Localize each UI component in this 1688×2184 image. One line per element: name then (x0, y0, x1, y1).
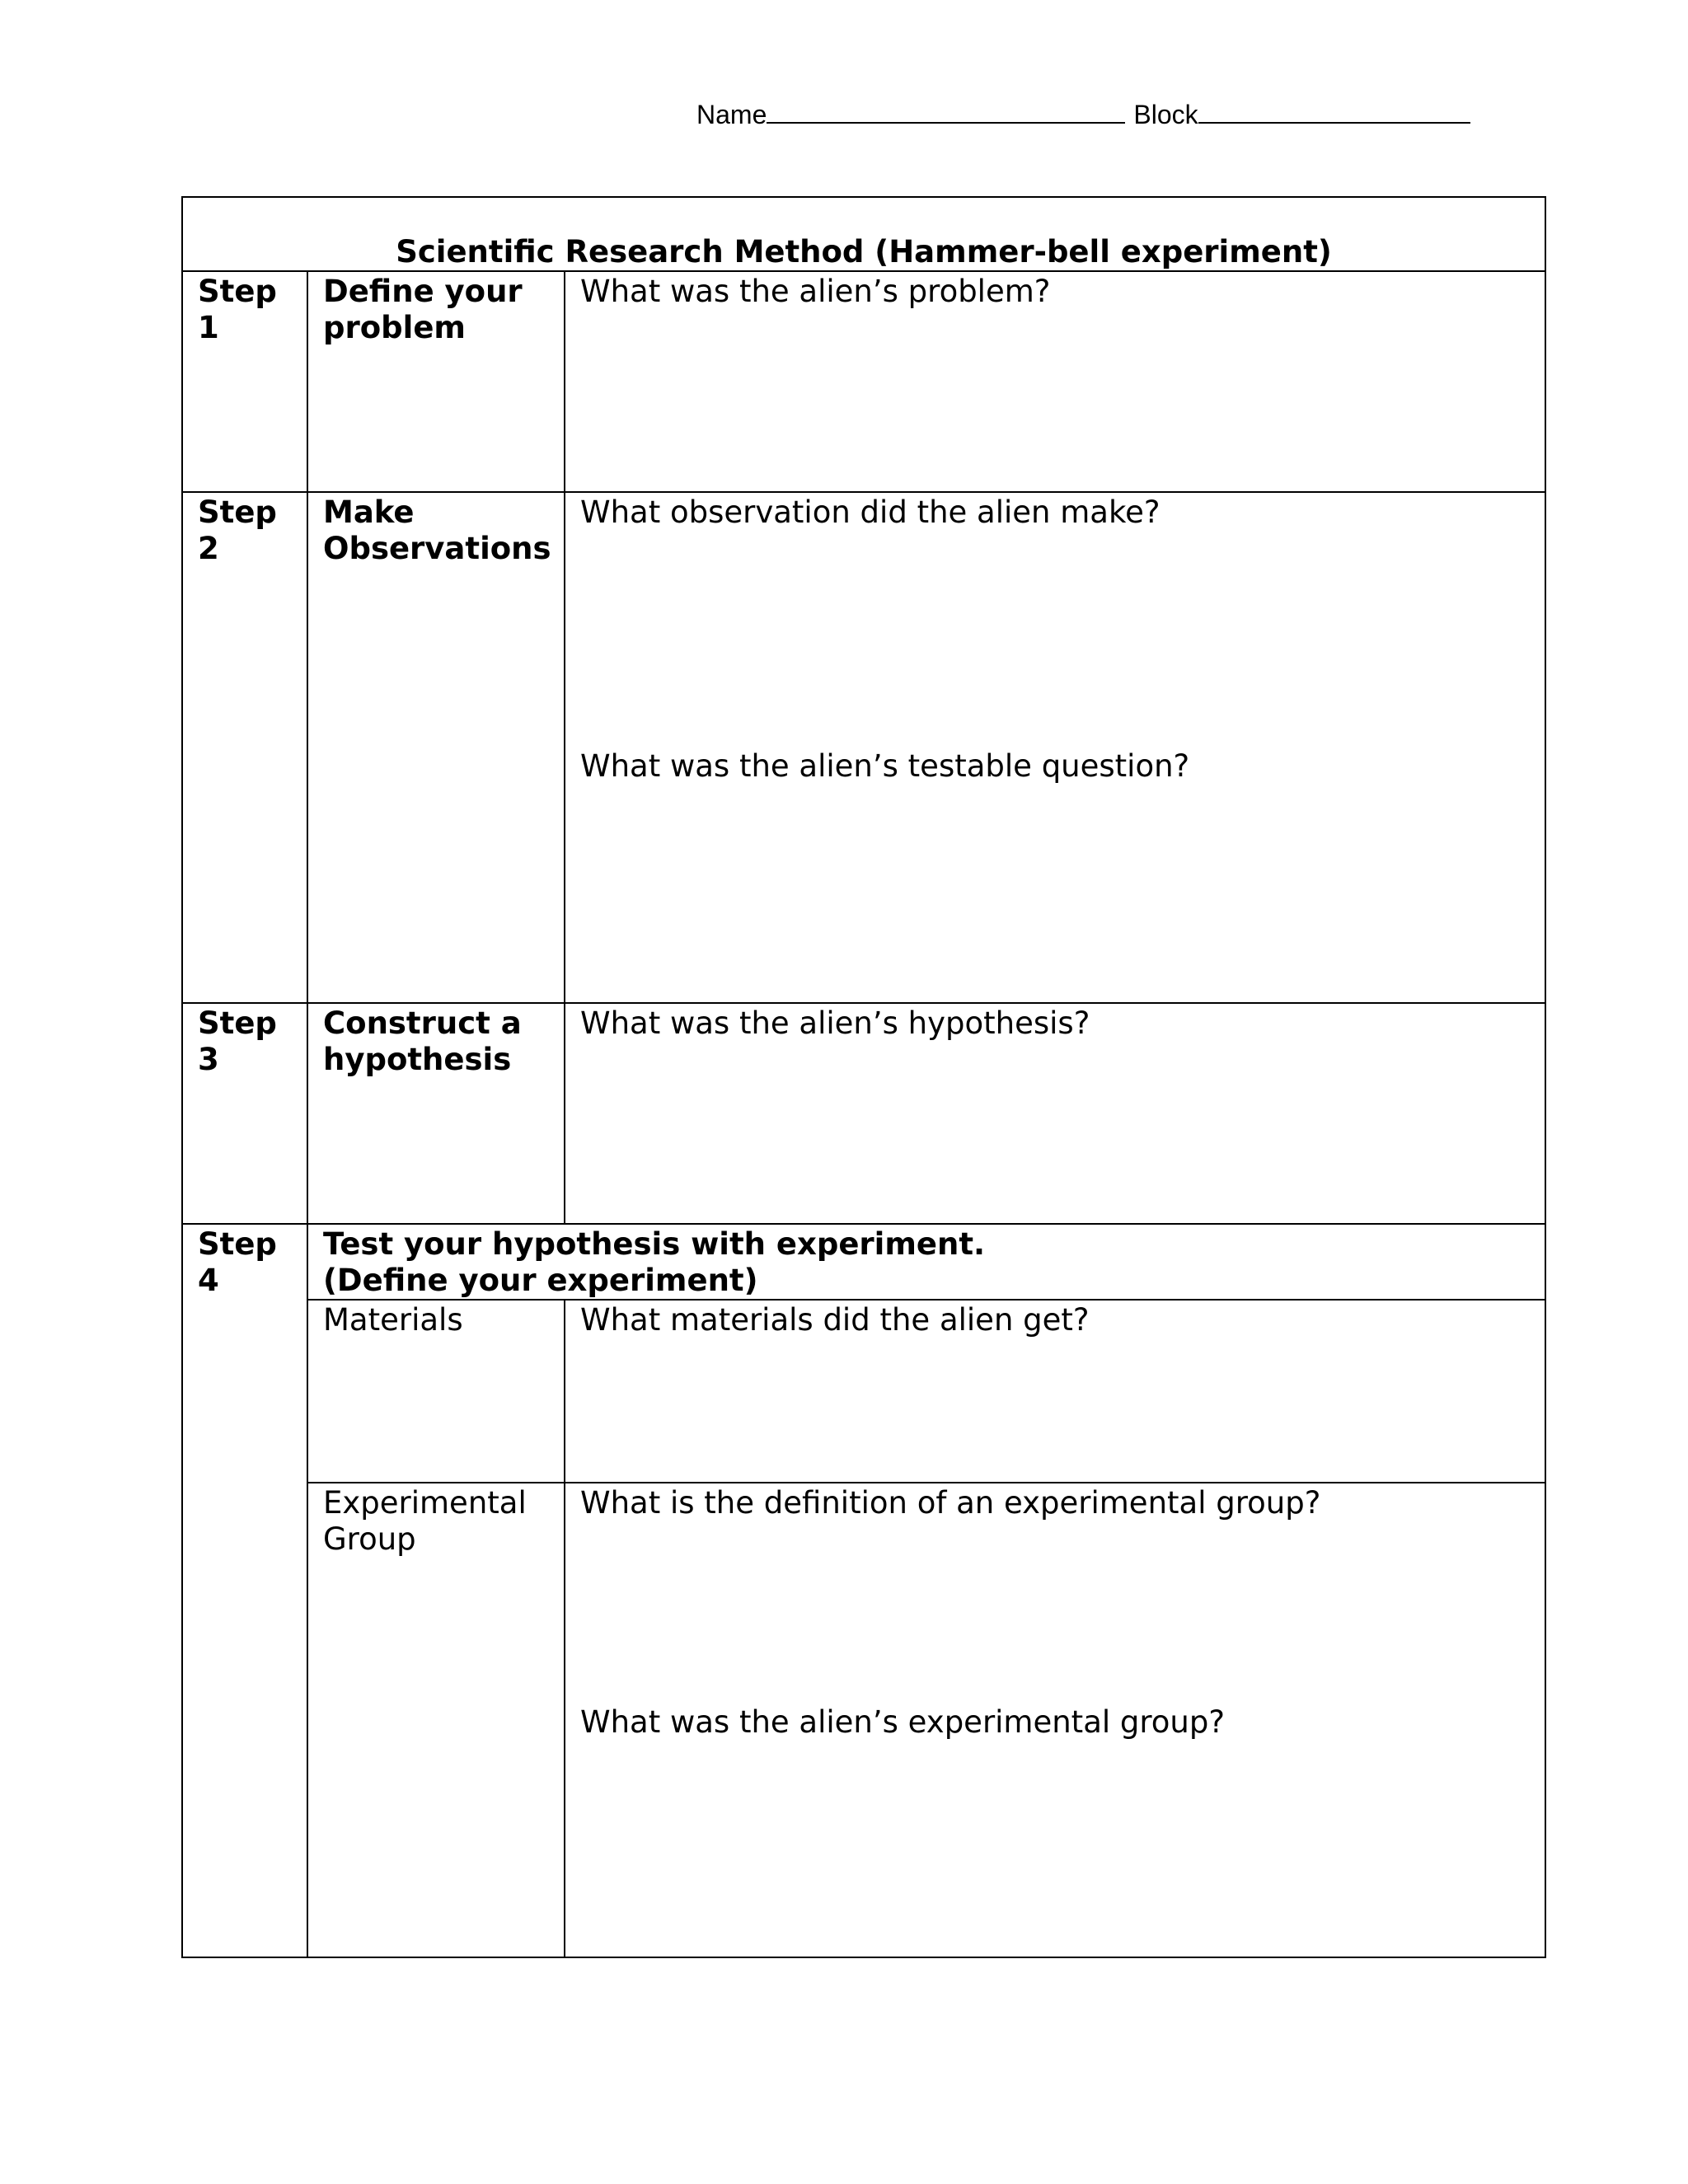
name-block-header (696, 97, 1470, 130)
block-label: Block (1133, 100, 1198, 129)
question-text: What observation did the alien make? (580, 494, 1160, 530)
step-label: Construct a hypothesis (307, 1003, 565, 1224)
step-label: Define your problem (307, 271, 565, 492)
step-number: Step 1 (182, 271, 307, 492)
worksheet-table (181, 196, 1546, 1958)
answer-cell[interactable] (565, 1483, 1545, 1957)
answer-cell[interactable] (565, 271, 1545, 492)
step-number: Step 2 (182, 492, 307, 1003)
step-label: Make Observations (307, 492, 565, 1003)
question-text: What is the definition of an experimental group? (580, 1485, 1321, 1521)
worksheet-title: Scientific Research Method (Hammer-bell experiment) (182, 197, 1545, 271)
subrow-label: Materials (307, 1300, 565, 1483)
step-row-2 (182, 492, 1545, 1003)
question-text: What was the alien’s experimental group? (580, 1704, 1226, 1740)
step-row-3 (182, 1003, 1545, 1224)
answer-cell[interactable] (565, 1300, 1545, 1483)
experimental-group-row (182, 1483, 1545, 1957)
step-number: Step 4 (182, 1224, 307, 1957)
step-heading (307, 1224, 1545, 1300)
step-row-1 (182, 271, 1545, 492)
step-heading-line: (Define your experiment) (323, 1263, 758, 1298)
subrow-label: Experimental Group (307, 1483, 565, 1957)
question-text: What was the alien’s problem? (580, 274, 1051, 309)
block-field[interactable] (1198, 97, 1470, 124)
materials-row (182, 1300, 1545, 1483)
question-text: What was the alien’s testable question? (580, 748, 1190, 784)
name-label: Name (696, 100, 767, 129)
step-heading-line: Test your hypothesis with experiment. (323, 1226, 986, 1262)
answer-cell[interactable] (565, 1003, 1545, 1224)
step-number: Step 3 (182, 1003, 307, 1224)
question-text: What materials did the alien get? (580, 1302, 1090, 1338)
name-field[interactable] (767, 97, 1125, 124)
answer-cell[interactable] (565, 492, 1545, 1003)
step-row-4 (182, 1224, 1545, 1300)
question-text: What was the alien’s hypothesis? (580, 1005, 1090, 1041)
